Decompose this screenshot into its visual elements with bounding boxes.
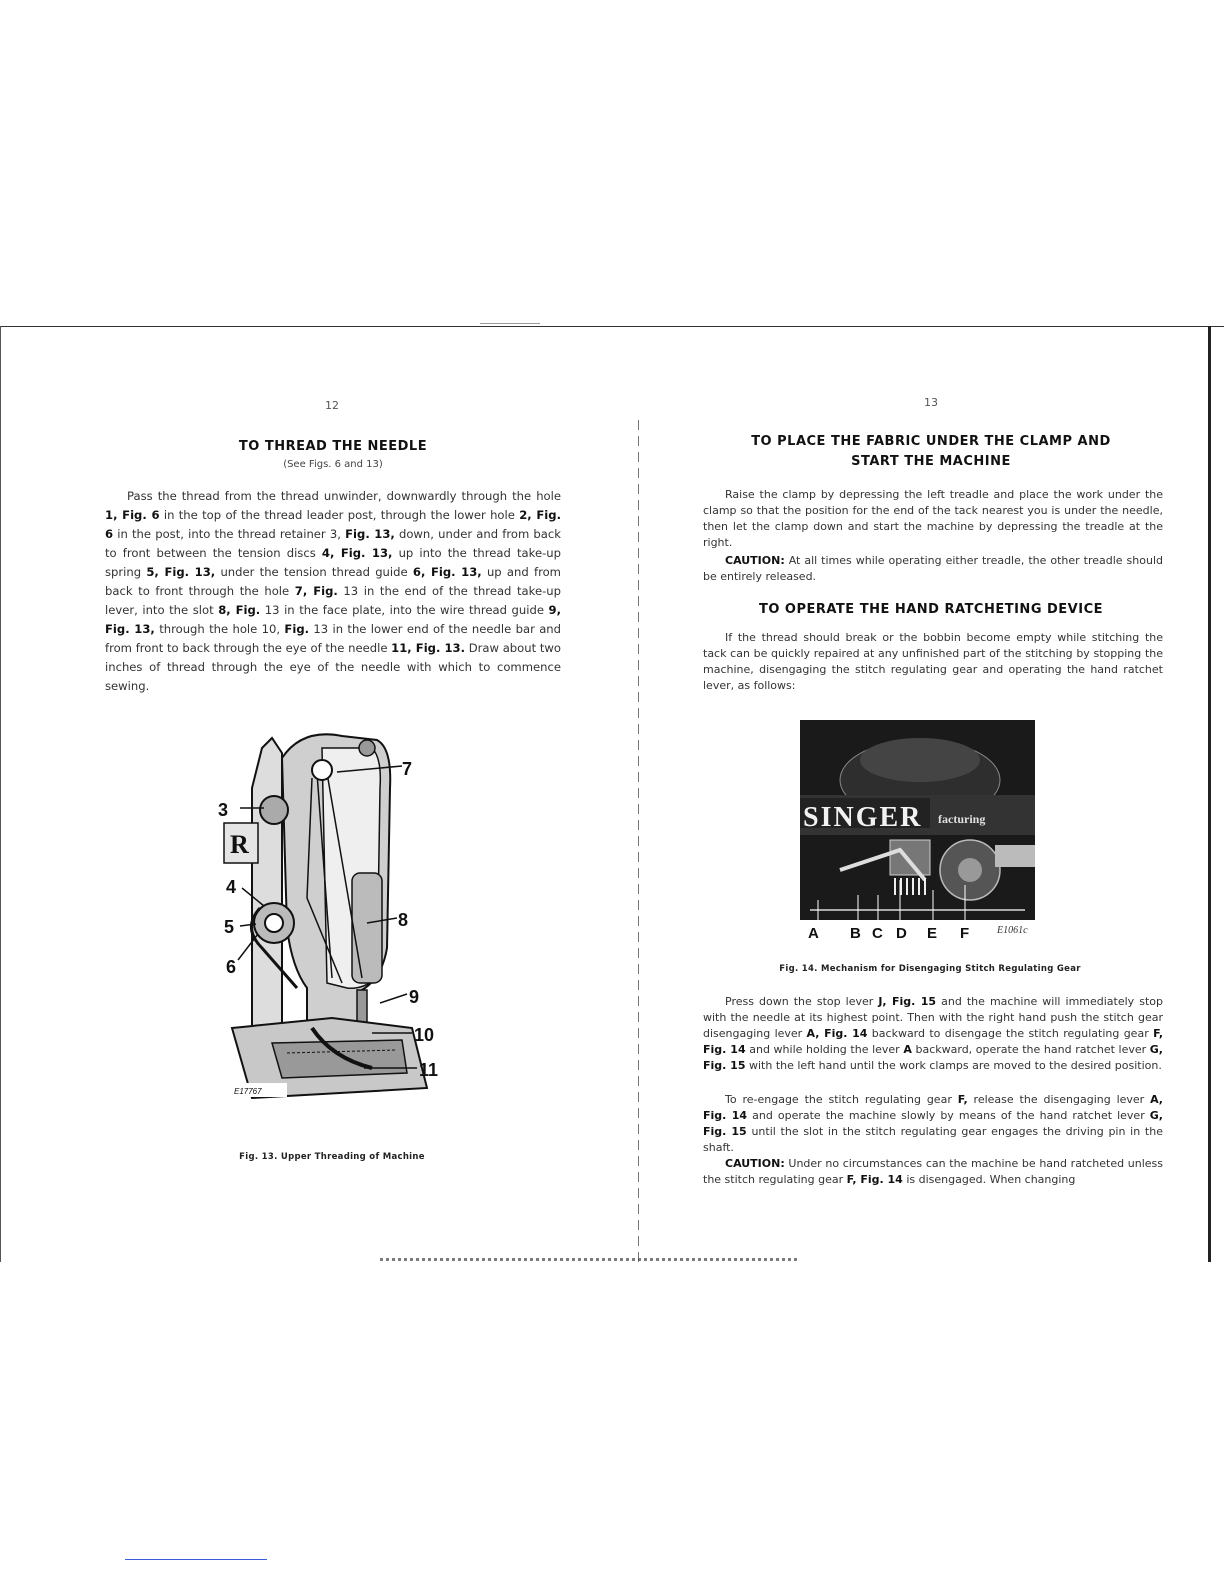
link-underline[interactable]: [125, 1559, 267, 1560]
caution-treadle: CAUTION: At all times while operating either treadle, the other treadle should be entirely released.: [703, 554, 1163, 583]
label-a: A: [808, 925, 819, 942]
scan-mark-bottom: [380, 1258, 800, 1261]
callout-10: 10: [414, 1025, 435, 1045]
thread-instructions: Pass the thread from the thread unwinder, downwardly through the hole 1, Fig. 6 in the top of the thread leader post, through the lower hole 2, Fig. 6 in the post, into the thread retainer 3, Fig. 13, down, under and from back to front between the tension discs 4, Fig. 13, up into the thread take-up spring 5, Fig. 13, under the tension thread guide 6, Fig. 13, up and from back to front through the hole 7, Fig. 13 in the end of the thread take-up lever, into the slot 8, Fig. 13 in the face plate, into the wire thread guide 9, Fig. 13, through the hole 10, Fig. 13 in the lower end of the needle bar and from front to back through the eye of the needle 11, Fig. 13. Draw about two inches of thread through the eye of the needle with which to commence sewing.: [105, 489, 562, 693]
right-border: [1208, 326, 1211, 1262]
caution-hand-ratchet: CAUTION: Under no circumstances can the machine be hand ratcheted unless the stitch regulating gear F, Fig. 14 is disengaged. When changing: [703, 1157, 1163, 1186]
ratchet-mechanism-photo: [800, 720, 1035, 950]
bold-reference: G, Fig. 15: [703, 1109, 1163, 1138]
bold-reference: Fig.: [284, 622, 310, 636]
photo-brand: SINGER: [803, 802, 923, 833]
bold-reference: 1, Fig. 6: [105, 508, 160, 522]
page-gutter: [638, 420, 639, 1265]
photo-code: E1061c: [997, 925, 1028, 936]
label-f: F: [960, 925, 970, 942]
label-e: E: [927, 925, 938, 942]
bold-reference: J, Fig. 15: [878, 995, 937, 1008]
bold-reference: F, Fig. 14: [703, 1027, 1164, 1056]
subheading-see-figs: (See Figs. 6 and 13): [283, 459, 383, 470]
photo-plate-text: facturing: [938, 812, 986, 826]
callout-4: 4: [226, 877, 237, 897]
heading-thread-needle: TO THREAD THE NEEDLE: [238, 439, 428, 454]
label-c: C: [872, 925, 883, 942]
callout-8: 8: [398, 910, 409, 930]
bold-reference: CAUTION:: [725, 554, 785, 567]
bold-reference: Fig. 13,: [345, 527, 395, 541]
bold-reference: 5, Fig. 13,: [146, 565, 216, 579]
label-b: B: [850, 925, 861, 942]
left-border: [0, 326, 1, 1262]
figure-14-caption: Fig. 14. Mechanism for Disengaging Stitch Regulating Gear: [779, 964, 1081, 974]
callout-9: 9: [409, 987, 420, 1007]
bold-reference: 11, Fig. 13.: [391, 641, 465, 655]
page-number-right: 13: [924, 396, 938, 409]
heading-hand-ratcheting: TO OPERATE THE HAND RATCHETING DEVICE: [758, 602, 1104, 617]
bold-reference: CAUTION:: [725, 1157, 785, 1170]
figure-13-illustration: [212, 728, 452, 1118]
sewing-machine-head-drawing: [212, 728, 452, 1118]
bold-reference: F, Fig. 14: [846, 1173, 903, 1186]
bold-reference: 2, Fig. 6: [105, 508, 561, 541]
heading-place-fabric-line1: TO PLACE THE FABRIC UNDER THE CLAMP AND: [751, 434, 1111, 449]
callout-5: 5: [224, 917, 235, 937]
place-fabric-instructions: Raise the clamp by depressing the left treadle and place the work under the clamp so that the position for the end of the tack nearest you is under the needle, then let the clamp down and start the machine by depressing the treadle at the right.: [703, 488, 1163, 549]
label-d: D: [896, 925, 907, 942]
bold-reference: 6, Fig. 13,: [412, 565, 482, 579]
brand-fragment: R: [230, 830, 249, 859]
callout-7: 7: [402, 759, 413, 779]
hand-ratchet-intro: If the thread should break or the bobbin become empty while stitching the tack can be quickly repaired at any unfinished part of the stitching by stopping the machine, disengaging the stitch regulating gear and operating the hand ratchet lever, as follows:: [703, 631, 1163, 692]
callout-3: 3: [218, 800, 229, 820]
page-number-left: 12: [325, 399, 339, 412]
re-engage-instructions: To re-engage the stitch regulating gear F, release the disengaging lever A, Fig. 14 and operate the machine slowly by means of the hand ratchet lever G, Fig. 15 until the slot in the stitch regulating gear engages the driving pin in the shaft.: [703, 1093, 1163, 1154]
callout-6: 6: [226, 957, 237, 977]
stop-lever-instructions: Press down the stop lever J, Fig. 15 and the machine will immediately stop with the needle at its highest point. Then with the right hand push the stitch gear disengaging lever A, Fig. 14 backward to disengage the stitch regulating gear F, Fig. 14 and while holding the lever A backward, operate the hand ratchet lever G, Fig. 15 with the left hand until the work clamps are moved to the desired position.: [703, 995, 1164, 1072]
bold-reference: 4, Fig. 13,: [321, 546, 393, 560]
scan-mark: [480, 323, 540, 324]
bold-reference: G, Fig. 15: [703, 1043, 1163, 1072]
figure-14-photo: [800, 720, 1035, 950]
bold-reference: 8, Fig.: [218, 603, 261, 617]
bold-reference: 9, Fig. 13,: [105, 603, 562, 636]
bold-reference: F,: [957, 1093, 968, 1106]
bold-reference: A, Fig. 14: [703, 1093, 1163, 1122]
figure-13-caption: Fig. 13. Upper Threading of Machine: [239, 1152, 425, 1162]
callout-11: 11: [419, 1060, 439, 1080]
bold-reference: A: [903, 1043, 912, 1056]
figure-code: E17767: [234, 1087, 262, 1096]
bold-reference: A, Fig. 14: [806, 1027, 868, 1040]
bold-reference: 7, Fig.: [294, 584, 338, 598]
heading-place-fabric-line2: START THE MACHINE: [851, 454, 1011, 469]
top-border: [0, 326, 1224, 327]
